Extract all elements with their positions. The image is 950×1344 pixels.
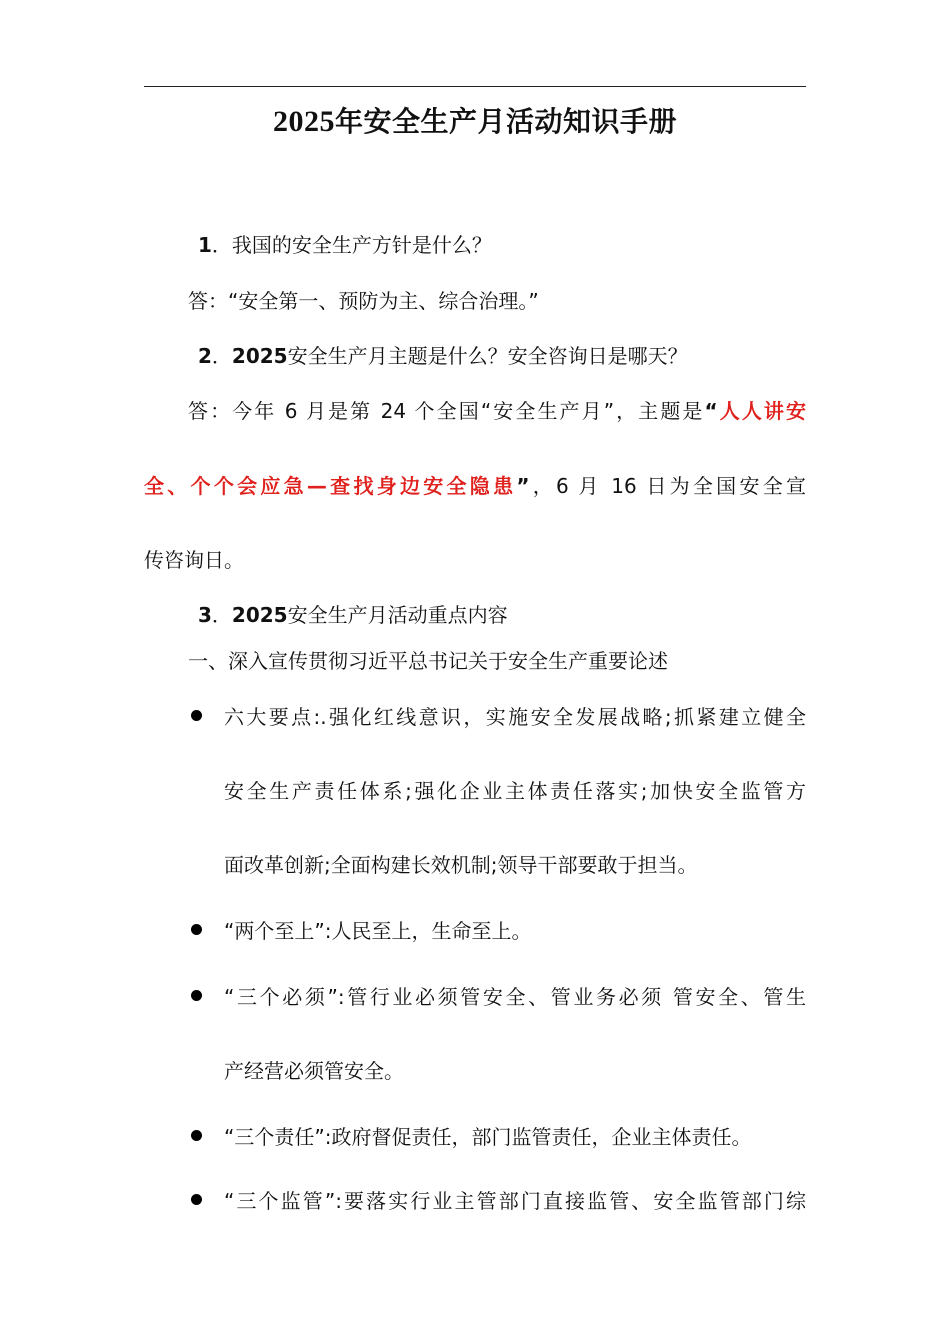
answer-2-line-2	[144, 473, 806, 499]
answer-2-line-1	[188, 398, 806, 424]
question-2-year: 2025	[231, 344, 288, 368]
answer-2-intro: 答：今年 6 月是第 24 个全国“安全生产月”，主题是	[188, 399, 705, 423]
section-heading-1: 一、深入宣传贯彻习近平总书记关于安全生产重要论述	[188, 649, 668, 673]
answer-2-date: ，6 月 16 日为全国安全宣	[529, 474, 807, 498]
bullet-2-line-1: “两个至上”:人民至上，生命至上。	[224, 919, 532, 943]
question-1	[198, 232, 492, 258]
question-1-separator: ．	[211, 233, 232, 257]
theme-text-part-1: 人人讲安	[717, 399, 807, 423]
question-1-text: 我国的安全生产方针是什么？	[231, 233, 492, 257]
bullet-1-line-1: 六大要点:.强化红线意识，实施安全发展战略;抓紧建立健全	[224, 705, 806, 729]
bullet-1-line-2: 安全生产责任体系;强化企业主体责任落实;加快安全监管方	[224, 779, 806, 803]
question-1-number: 1	[198, 233, 212, 257]
theme-quote-close: ”	[516, 474, 530, 498]
question-2-text: 安全生产月主题是什么？安全咨询日是哪天？	[287, 344, 688, 368]
bullet-dot-icon	[191, 710, 202, 721]
bullet-1-line-3: 面改革创新;全面构建长效机制;领导干部要敢于担当。	[224, 853, 698, 877]
question-3-year: 2025	[231, 603, 288, 627]
question-2	[198, 343, 688, 369]
answer-1: 答：“安全第一、预防为主、综合治理。”	[188, 289, 539, 313]
answer-2-line-3: 传咨询日。	[144, 548, 244, 572]
question-3	[198, 602, 508, 628]
question-2-number: 2	[198, 344, 212, 368]
bullet-dot-icon	[191, 924, 202, 935]
bullet-dot-icon	[191, 1130, 202, 1141]
question-3-separator: ．	[211, 603, 232, 627]
question-3-text: 安全生产月活动重点内容	[287, 603, 508, 627]
bullet-dot-icon	[191, 990, 202, 1001]
theme-text-part-2: 全、个个会应急—查找身边安全隐患	[144, 474, 517, 498]
bullet-dot-icon	[191, 1194, 202, 1205]
page-title	[144, 100, 806, 140]
bullet-3-line-1: “三个必须”:管行业必须管安全、管业务必须 管安全、管生	[224, 985, 806, 1009]
bullet-4-line-1: “三个责任”:政府督促责任，部门监管责任，企业主体责任。	[224, 1125, 752, 1149]
question-3-number: 3	[198, 603, 212, 627]
question-2-separator: ．	[211, 344, 232, 368]
theme-quote-open: “	[704, 399, 718, 423]
bullet-5-line-1: “三个监管”:要落实行业主管部门直接监管、安全监管部门综	[224, 1189, 806, 1213]
title-text: 年安全生产月活动知识手册	[334, 105, 677, 138]
header-rule	[144, 86, 806, 87]
title-year: 2025	[272, 105, 335, 138]
bullet-3-line-2: 产经营必须管安全。	[224, 1059, 404, 1083]
